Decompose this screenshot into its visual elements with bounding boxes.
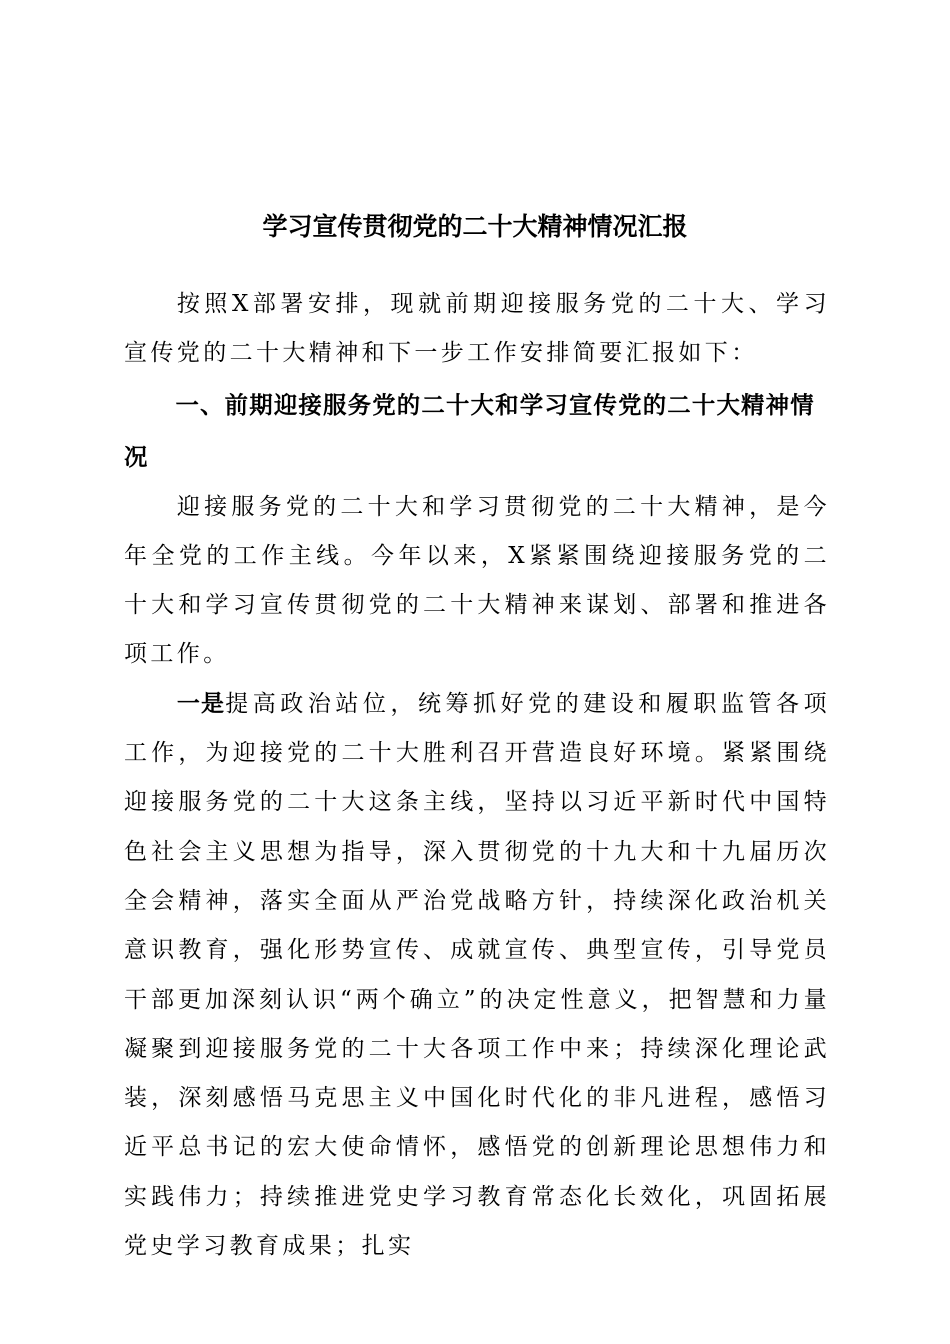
section-paragraph: 迎接服务党的二十大和学习贯彻党的二十大精神，是今年全党的工作主线。今年以来，X紧紧围绕迎接服务党的二十大和学习宣传贯彻党的二十大精神来谋划、部署和推进各项工作。 xyxy=(124,493,830,668)
intro-paragraph: 按照X部署安排，现就前期迎接服务党的二十大、学习宣传党的二十大精神和下一步工作安排简要汇报如下： xyxy=(124,291,830,367)
section-heading: 一、前期迎接服务党的二十大和学习宣传党的二十大精神情况 xyxy=(124,390,815,471)
point-one-text: 提高政治站位，统筹抓好党的建设和履职监管各项工作，为迎接党的二十大胜利召开营造良好环境。紧紧围绕迎接服务党的二十大这条主线，坚持以习近平新时代中国特色社会主义思想为指导，深入贯彻党的十九大和十九届历次全会精神，落实全面从严治党战略方针，持续深化政治机关意识教育，强化形势宣传、成就宣传、典型宣传，引导党员干部更加深刻认识“两个确立”的决定性意义，把智慧和力量凝聚到迎接服务党的二十大各项工作中来；持续深化理论武装，深刻感悟马克思主义中国化时代化的非凡进程，感悟习近平总书记的宏大使命情怀，感悟党的创新理论思想伟力和实践伟力；持续推进党史学习教育常态化长效化，巩固拓展党史学习教育成果；扎实 xyxy=(124,690,830,1260)
point-one-lead: 一是 xyxy=(176,690,226,717)
document-title: 学习宣传贯彻党的二十大精神情况汇报 xyxy=(262,212,688,241)
point-one-paragraph xyxy=(124,680,830,1272)
document-body xyxy=(124,280,830,1271)
